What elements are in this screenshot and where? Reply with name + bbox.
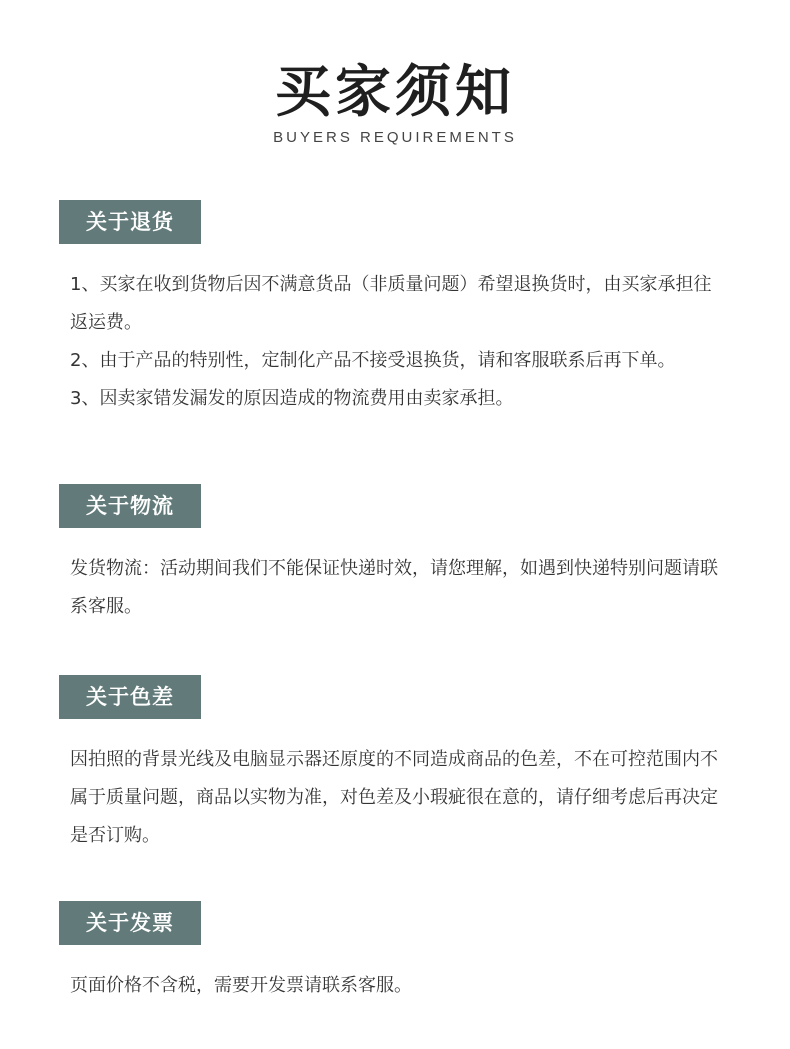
invoice-paragraph: 页面价格不含税，需要开发票请联系客服。 (70, 975, 412, 996)
section-body-color-difference (70, 741, 726, 855)
returns-item-1: 1、买家在收到货物后因不满意货品（非质量问题）希望退换货时，由买家承担往返运费。 (70, 274, 712, 333)
color-difference-paragraph: 因拍照的背景光线及电脑显示器还原度的不同造成商品的色差，不在可控范围内不属于质量问题，商品以实物为准，对色差及小瑕疵很在意的，请仔细考虑后再决定是否订购。 (70, 749, 718, 846)
section-body-returns (70, 266, 726, 418)
logistics-paragraph: 发货物流：活动期间我们不能保证快递时效，请您理解，如遇到快递特别问题请联系客服。 (70, 558, 718, 617)
section-body-invoice (70, 967, 726, 1005)
section-header-logistics: 关于物流 (59, 484, 201, 528)
section-body-logistics (70, 550, 726, 626)
returns-item-2: 2、由于产品的特别性，定制化产品不接受退换货，请和客服联系后再下单。 (70, 350, 676, 371)
returns-item-3: 3、因卖家错发漏发的原因造成的物流费用由卖家承担。 (70, 388, 514, 409)
page-title: 买家须知 (275, 60, 515, 125)
section-header-invoice: 关于发票 (59, 901, 201, 945)
section-header-color-difference: 关于色差 (59, 675, 201, 719)
section-header-returns: 关于退货 (59, 200, 201, 244)
page-subtitle: BUYERS REQUIREMENTS (273, 129, 517, 146)
